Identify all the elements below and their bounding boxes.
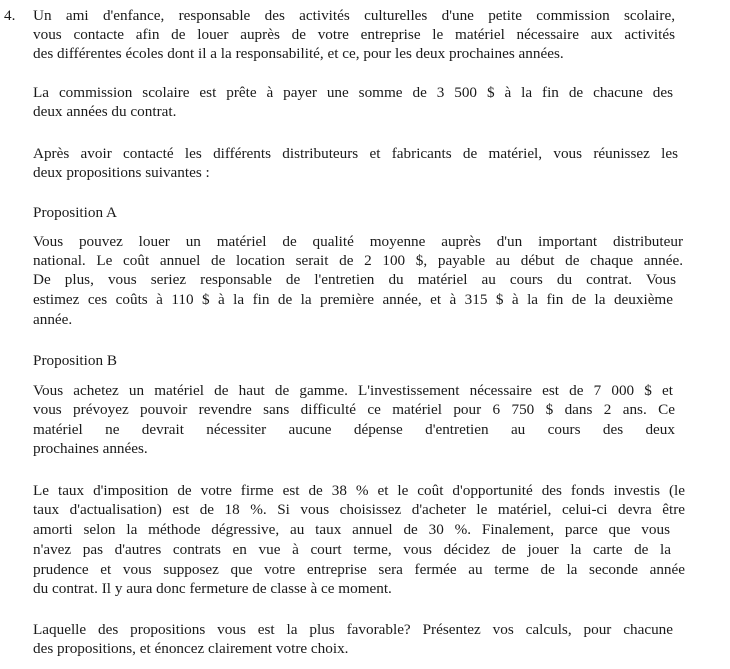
tax-line-4: n'avez pas d'autres contrats en vue à court terme, vous décidez de jouer la carte de la	[33, 541, 671, 558]
intro-line-2: vous contacte afin de louer auprès de votre entreprise le matériel nécessaire aux activités	[33, 26, 675, 43]
tax-line-6: du contrat. Il y aura donc fermeture de classe à ce moment.	[33, 580, 392, 597]
tax-line-5: prudence et vous supposez que votre entreprise sera fermée au terme de la seconde année	[33, 561, 685, 578]
payment-line-2: deux années du contrat.	[33, 103, 177, 120]
contact-line-1: Après avoir contacté les différents distributeurs et fabricants de matériel, vous réunissez les	[33, 145, 678, 162]
proposition-a-title: Proposition A	[33, 204, 117, 221]
conclusion-line-1: Laquelle des propositions vous est la plus favorable? Présentez vos calculs, pour chacune	[33, 621, 673, 638]
proposition-b-line-1: Vous achetez un matériel de haut de gamme. L'investissement nécessaire est de 7 000 $ et	[33, 382, 673, 399]
tax-line-3: amorti selon la méthode dégressive, au taux annuel de 30 %. Finalement, parce que vous	[33, 521, 670, 538]
proposition-a-line-2: national. Le coût annuel de location serait de 2 100 $, payable au début de chaque année.	[33, 252, 683, 269]
payment-line-1: La commission scolaire est prête à payer une somme de 3 500 $ à la fin de chacune des	[33, 84, 673, 101]
proposition-a-line-3: De plus, vous seriez responsable de l'entretien du matériel au cours du contrat. Vous	[33, 271, 676, 288]
intro-line-3: des différentes écoles dont il a la responsabilité, et ce, pour les deux prochaines années.	[33, 45, 564, 62]
proposition-a-line-5: année.	[33, 311, 73, 328]
tax-line-2: taux d'actualisation) est de 18 %. Si vous choisissez d'acheter le matériel, celui-ci devra être	[33, 501, 685, 518]
proposition-b-line-2: vous prévoyez pouvoir revendre sans difficulté ce matériel pour 6 750 $ dans 2 ans. Ce	[33, 401, 675, 418]
intro-line-1: Un ami d'enfance, responsable des activités culturelles d'une petite commission scolaire,	[33, 7, 675, 24]
proposition-b-line-3: matériel ne devrait nécessiter aucune dépense d'entretien au cours des deux	[33, 421, 675, 438]
tax-line-1: Le taux d'imposition de votre firme est de 38 % et le coût d'opportunité des fonds investis (le	[33, 482, 685, 499]
conclusion-line-2: des propositions, et énoncez clairement votre choix.	[33, 640, 349, 657]
proposition-a-line-4: estimez ces coûts à 110 $ à la fin de la première année, et à 315 $ à la fin de la deuxième	[33, 291, 673, 308]
proposition-b-line-4: prochaines années.	[33, 440, 148, 457]
question-number: 4.	[4, 7, 16, 24]
proposition-a-line-1: Vous pouvez louer un matériel de qualité moyenne auprès d'un important distributeur	[33, 233, 683, 250]
proposition-b-title: Proposition B	[33, 352, 117, 369]
contact-line-2: deux propositions suivantes :	[33, 164, 210, 181]
